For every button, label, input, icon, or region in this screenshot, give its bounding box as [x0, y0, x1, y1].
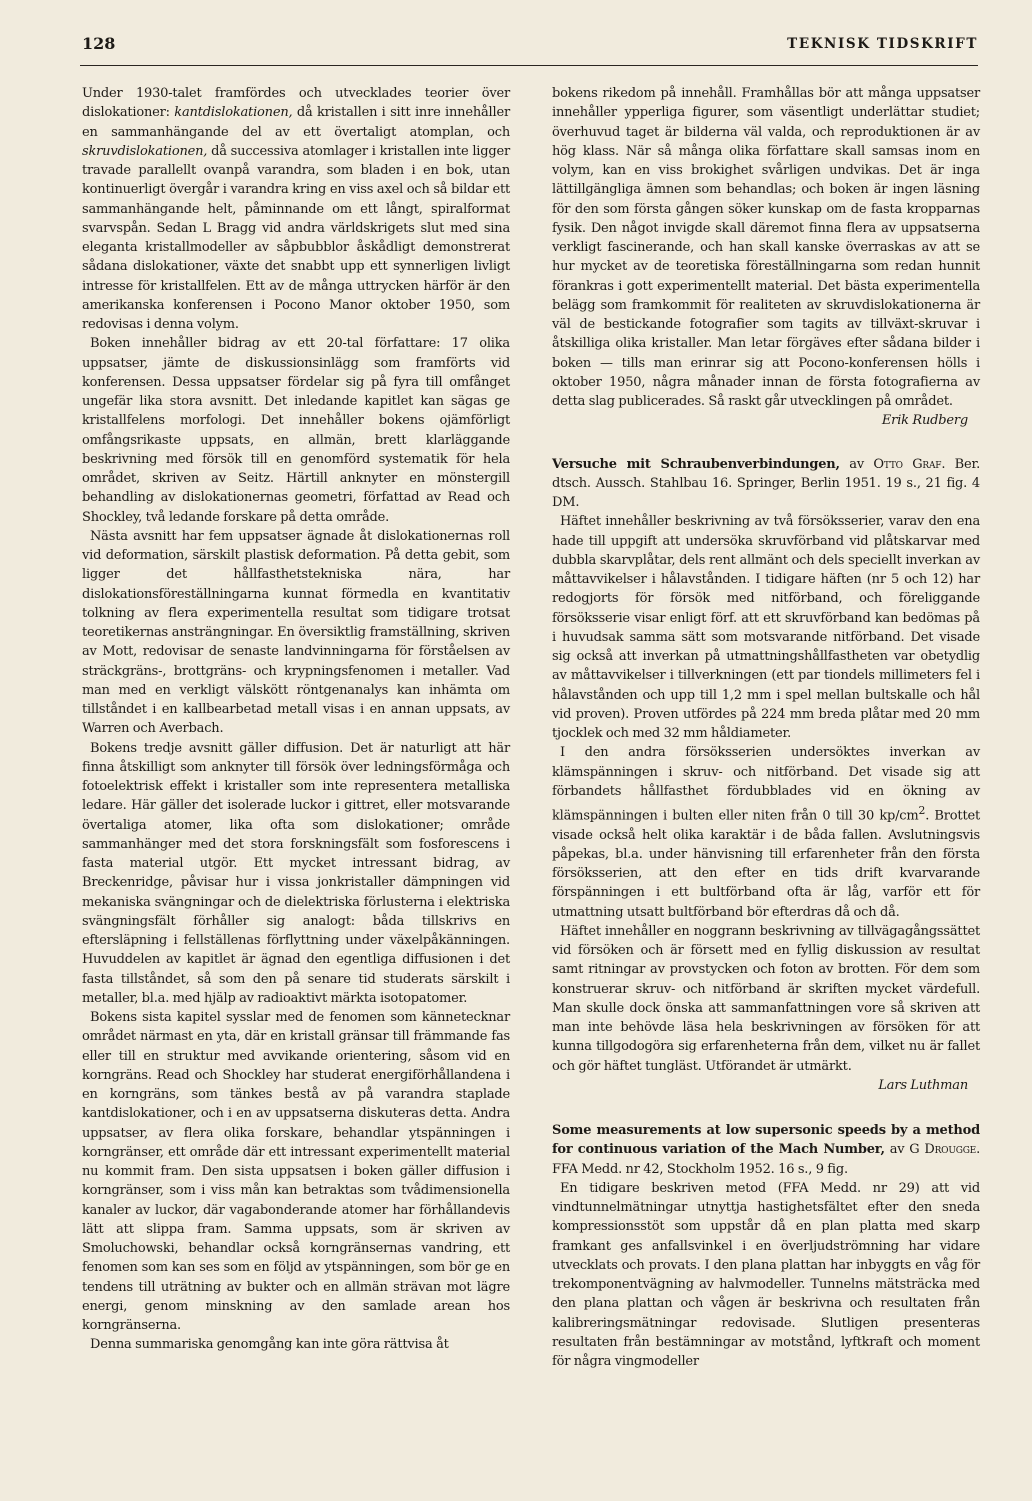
review-title: Versuche mit Schraubenverbindungen, — [552, 456, 840, 472]
paragraph-dislocation-theories — [82, 84, 510, 334]
review-title: Some measurements at low supersonic speeds by a method for continuous variation of the Mach Number, — [552, 1123, 980, 1158]
text-run: . Ber. dtsch. Aussch. Stahlbau 16. Springer, Berlin 1951. 19 s., 21 fig. 4 DM. — [552, 456, 981, 510]
spacer — [552, 431, 980, 455]
left-column — [82, 84, 510, 1355]
paragraph-booklet-evaluation: Häftet innehåller en noggrann beskrivning av tillvägagångssättet vid försöken och är försett med en fyllig diskussion av resultat samt ritningar av provstycken och foton av brotten. För dem som konstruerar skruv- och nitförband är skriften mycket värdefull. Man skulle dock önska att sammanfattningen vore så skriven att man inte behövde läsa hela beskrivningen av försöken för att kunna tillgodogöra sig erfarenheterna från dem, vilket nu är fallet och gör häftet tungläst. Utförandet är utmärkt. — [552, 923, 980, 1074]
superscript: 2 — [918, 804, 926, 817]
paragraph-summary-start: Denna summariska genomgång kan inte göra rättvisa åt — [90, 1337, 449, 1353]
signature-lars-luthman: Lars Luthman — [878, 1077, 968, 1093]
text-run: då kristallen i sitt inre innehåller en sammanhängande del av ett övertaligt atomplan, och — [82, 105, 510, 140]
text-run: . Brottet visade också helt olika karaktär i de båda fallen. Avslutningsvis påpekas, bl.a. under hänvisning till erfarenheter från den första försöksserien, att den efter en tids drift kvarvarande förspänningen i ett bultförband ofta är låg, varför ett för utmattning utsatt bultförband bör efterdras då och då. — [552, 808, 980, 920]
text-run: Under 1930-talet framfördes och utvecklades teorier över dislokationer: — [82, 86, 510, 121]
journal-title: TEKNISK TIDSKRIFT — [787, 36, 978, 52]
paragraph-book-contents: Boken innehåller bidrag av ett 20-tal författare: 17 olika uppsatser, jämte de diskussionsinlägg som framförts vid konferensen. Dessa uppsatser fördelar sig på fyra till omfånget ungefär lika stora avsnitt. Det inledande kapitlet kan sägas ge kristallfelens morfologi. Det innehåller bokens ojämförligt omfångsrikaste uppsats, en allmän, brett klarläggande beskrivning med försök till en genomförd systematik för hela området, skriven av Seitz. Härtill anknyter en mönstergill behandling av dislokationernas geometri, författad av Read och Shockley, två ledande forskare på detta område. — [82, 336, 510, 525]
paragraph-book-richness: bokens rikedom på innehåll. Framhållas bör att många uppsatser innehåller ypperliga figurer, som väsentligt underlättar studiet; överhuvud taget är bilderna väl valda, och reproduktionen är av hög klass. När så många olika författare skall samsas inom en volym, kan en viss brokighet svårligen undvikas. Det är inga lättillgängliga ämnen som behandlas; och boken är ingen läsning för den som första gången söker kunskap om de fasta kropparnas fysik. Den något invigde skall däremot finna flera av uppsatserna verkligt fascinerande, och han skall kanske överraskas av att se hur mycket av de teoretiska föreställningarna som redan hunnit förankras i gott experimentellt material. Det bästa experimentella belägg som framkommit för realiteten av skruvdislokationerna är väl de bestickande fotografier som tagits av tillväxt-skruvar i åtskilliga olika kristaller. Man letar förgäves efter sådana bilder i boken — tills man erinrar sig att Pocono-konferensen hölls i oktober 1950, några månader innan de första fotografierna av detta slag publicerades. Så raskt går utvecklingen på området. — [552, 86, 980, 409]
text-run: av — [839, 456, 874, 472]
text-run: . FFA Medd. nr 42, Stockholm 1952. 16 s., 9 fig. — [552, 1142, 980, 1177]
review-author: Otto Graf — [873, 456, 942, 472]
review-author: Drougge — [924, 1142, 977, 1158]
paragraph-clamping-stress — [552, 743, 980, 922]
paragraph-wind-tunnel-method: En tidigare beskriven metod (FFA Medd. nr 29) att vid vindtunnelmätningar utnyttja hastighetsfältet efter den sneda kompressionsstöt som uppstår då en plan platta med skarp framkant ges anfallsvinkel i en överljudströmning har vidare utvecklats och provats. I den plana plattan har inbyggts en våg för trekomponentvägning av halvmodeller. Tunnelns mätsträcka med den plana plattan och vågen är beskrivna och resultaten från kalibreringsmätningar redovisade. Slutligen presenteras resultaten från bestämningar av motstånd, lyftkraft och moment för några vingmodeller — [552, 1180, 980, 1370]
page-number: 128 — [82, 34, 116, 53]
review-heading-schraubenverbindungen — [552, 455, 980, 513]
paragraph-diffusion: Bokens tredje avsnitt gäller diffusion. Det är naturligt att här finna åtskilligt som anknyter till försök över ledningsförmåga och fotoelektrisk effekt i kristaller som inte representera metalliska ledare. Här gäller det isolerade luckor i gittret, eller motsvarande övertaliga atomer, lika ofta som dislokationer; område sammanhänger med det stora forskningsfält som fosforescens i fasta material utgör. Ett mycket intressant bidrag, av Breckenridge, påvisar hur i vissa jonkristaller dämpningen vid mekaniska svängningar och de dielektriska förlusterna i elektriska svängningsfält förhåller sig analogt: båda tillskrivs en eftersläpning i fellställenas förflyttning under växelpåkänningen. Huvuddelen av kapitlet är ägnad den egentliga diffusionen i det fasta tillståndet, så som den på senare tid studerats särskilt i metaller, bl.a. med hjälp av radioaktivt märkta isotopatomer. — [82, 740, 510, 1006]
text-run: I den andra försöksserien undersöktes inverkan av klämspänningen i skruv- och nitförband. Det visade sig att förbandets hållfasthet fördubblades vid en ökning av klämspänningen i bulten eller niten från 0 till 30 kp/cm — [552, 745, 980, 824]
header-rule — [80, 65, 978, 66]
signature-erik-rudberg: Erik Rudberg — [881, 413, 968, 429]
term-edge-dislocation: kantdislokationen, — [174, 105, 293, 121]
right-column — [552, 84, 980, 1371]
text-run: då successiva atomlager i kristallen inte ligger travade parallellt ovanpå varandra, som bladen i en bok, utan kontinuerligt övergår i varandra kring en viss axel och så bildar ett sammanhängande helt, påminnande om ett långt, spiralformat svarvspån. Sedan L Bragg vid andra världskrigets slut med sina eleganta kristallmodeller av såpbubblor åskådligt demonstrerat sådana dislokationer, växte det snabbt upp ett synnerligen livligt intresse för kristallfelen. Ett av de många uttrycken härför är den amerikanska konferensen i Pocono Manor oktober 1950, som redovisas i denna volym. — [82, 143, 510, 332]
spacer — [552, 1095, 980, 1121]
text-run: av G — [884, 1142, 925, 1158]
term-screw-dislocation: skruvdislokationen, — [82, 143, 208, 159]
running-header — [82, 34, 978, 56]
paragraph-deformation: Nästa avsnitt har fem uppsatser ägnade åt dislokationernas roll vid deformation, särskilt plastisk deformation. På detta gebit, som ligger det hållfasthetstekniska nära, har dislokationsföreställningarna kunnat förmedla en kvantitativ tolkning av flera experimentella resultat som tidigare trotsat teoretikernas ansträngningar. En översiktlig framställning, skriven av Mott, redovisar de senaste landvinningarna för förståelsen av sträckgräns-, brottgräns- och krypningsfenomen i metaller. Vad man med en verkligt välskött röntgenanalys kan inhämta om tillståndet i en kallbearbetad metall visas i en annan uppsats, av Warren och Averbach. — [82, 528, 510, 737]
paragraph-test-series: Häftet innehåller beskrivning av två försöksserier, varav den ena hade till uppgift att undersöka skruvförband vid plåtskarvar med dubbla skarvplåtar, dels rent allmänt och dels speciellt inverkan av måttavvikelser i hålavstånden. I tidigare häften (nr 5 och 12) har redogjorts för försök med nitförband, och föreliggande försöksserie visar enligt förf. att ett skruvförband kan bedömas på i huvudsak samma sätt som motsvarande nitförband. Det visade sig också att inverkan på utmattningshållfastheten var obetydlig av måttavvikelser i tillverkningen (ett par tiondels millimeters fel i hålavstånden och upp till 1,2 mm i spel mellan bultskalle och hål vid proven). Proven utfördes på 224 mm breda plåtar med 20 mm tjocklek och med 32 mm håldiameter. — [552, 514, 980, 741]
review-heading-supersonic — [552, 1121, 980, 1179]
paragraph-grain-boundaries: Bokens sista kapitel sysslar med de fenomen som kännetecknar området närmast en yta, där en kristall gränsar till främmande fas eller till en struktur med avvikande orientering, såsom vid en korngräns. Read och Shockley har studerat energiförhållandena i en korngräns, som tänkes bestå av på varandra staplade kantdislokationer, och i en av uppsatserna diskuteras detta. Andra uppsatser, av flera olika forskare, behandlar ytspänningen i korngränser, ett område där ett intressant experimentellt material nu kommit fram. Den sista uppsatsen i boken gäller diffusion i korngränser, som i viss mån kan betraktas som tvådimensionella kanaler av luckor, där vagabonderande atomer har förhållandevis lätt att slippa fram. Samma uppsats, som är skriven av Smoluchowski, behandlar också korngränsernas vandring, ett fenomen som kan ses som en följd av ytspänningen, som bör ge en tendens till uträtning av bukter och en allmän strävan mot lägre energi, genom minskning av den samlade arean hos korngränserna. — [82, 1010, 510, 1333]
